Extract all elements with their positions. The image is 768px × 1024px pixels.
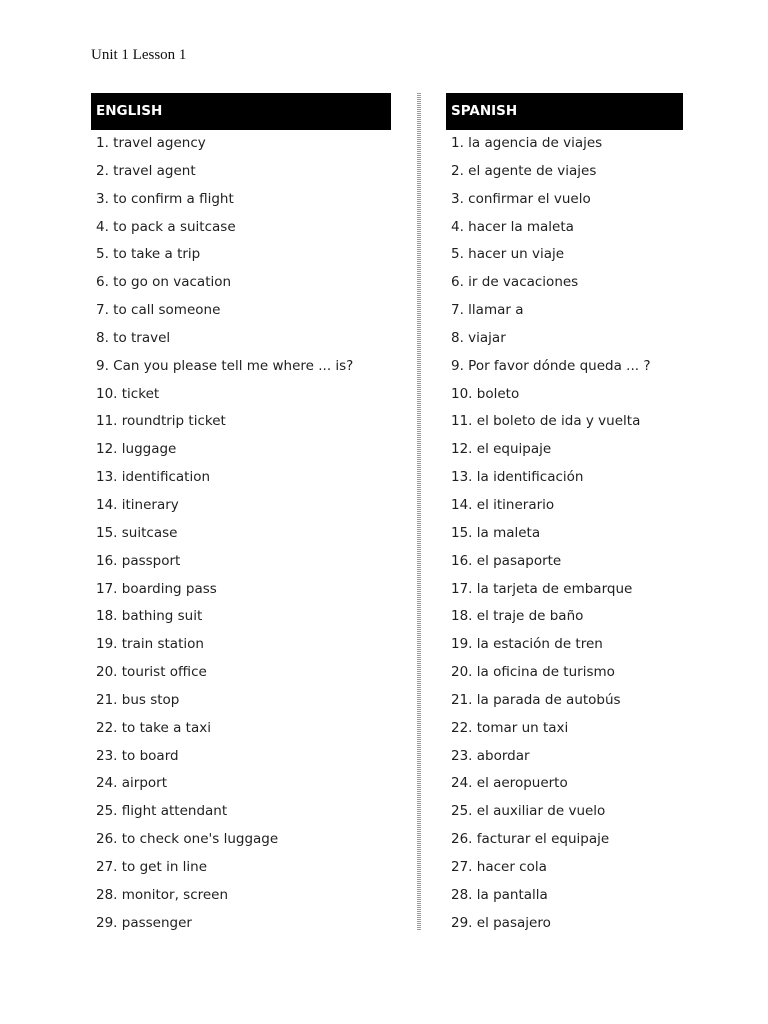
spanish-vocab-item: 23. abordar xyxy=(451,747,530,764)
spanish-column xyxy=(446,93,683,937)
english-vocab-item: 1. travel agency xyxy=(96,135,206,151)
spanish-vocab-item: 14. el itinerario xyxy=(451,496,555,513)
spanish-vocab-item: 21. la parada de autobús xyxy=(451,691,621,708)
spanish-vocab-item: 26. facturar el equipaje xyxy=(451,831,610,848)
spanish-vocab-item: 2. el agente de viajes xyxy=(451,162,597,179)
english-column xyxy=(91,93,391,937)
spanish-vocab-item: 8. viajar xyxy=(451,329,506,346)
spanish-vocab-item: 18. el traje de baño xyxy=(451,608,584,625)
spanish-vocab-item: 4. hacer la maleta xyxy=(451,218,574,235)
english-vocab-item: 8. to travel xyxy=(96,329,171,346)
spanish-vocab-item: 16. el pasaporte xyxy=(451,552,562,569)
english-vocab-item: 25. flight attendant xyxy=(96,803,228,820)
spanish-vocab-item: 7. llamar a xyxy=(451,302,524,319)
spanish-vocab-item: 5. hacer un viaje xyxy=(451,246,565,263)
english-vocab-item: 22. to take a taxi xyxy=(96,719,211,736)
spanish-vocab-item: 25. el auxiliar de vuelo xyxy=(451,803,606,820)
page-header: Unit 1 Lesson 1 xyxy=(91,47,187,63)
english-vocab-item: 10. ticket xyxy=(96,385,160,402)
english-vocab-item: 11. roundtrip ticket xyxy=(96,413,226,430)
english-vocab-item: 17. boarding pass xyxy=(96,580,217,597)
spanish-vocab-item: 3. confirmar el vuelo xyxy=(451,190,591,207)
english-vocab-item: 2. travel agent xyxy=(96,162,196,179)
english-vocab-item: 29. passenger xyxy=(96,914,192,931)
english-vocab-item: 3. to confirm a flight xyxy=(96,190,234,207)
english-vocab-item: 23. to board xyxy=(96,747,179,764)
spanish-vocab-item: 17. la tarjeta de embarque xyxy=(451,580,633,597)
spanish-vocab-item: 9. Por favor dónde queda ... ? xyxy=(451,357,651,374)
english-vocab-item: 14. itinerary xyxy=(96,496,179,513)
english-vocab-item: 4. to pack a suitcase xyxy=(96,218,236,235)
spanish-vocab-item: 15. la maleta xyxy=(451,524,541,541)
spanish-vocab-item: 29. el pasajero xyxy=(451,914,551,931)
column-divider xyxy=(417,93,421,931)
spanish-heading: SPANISH xyxy=(446,93,683,130)
spanish-vocab-item: 20. la oficina de turismo xyxy=(451,664,615,681)
english-vocab-item: 7. to call someone xyxy=(96,302,221,319)
english-heading: ENGLISH xyxy=(91,93,391,130)
english-vocab-item: 28. monitor, screen xyxy=(96,886,229,903)
spanish-vocab-item: 10. boleto xyxy=(451,385,520,402)
english-vocab-item: 13. identification xyxy=(96,469,211,486)
spanish-vocab-item: 13. la identificación xyxy=(451,469,584,486)
english-vocab-item: 9. Can you please tell me where ... is? xyxy=(96,357,354,374)
english-vocab-item: 12. luggage xyxy=(96,441,177,458)
spanish-vocab-item: 19. la estación de tren xyxy=(451,636,603,653)
english-vocab-item: 24. airport xyxy=(96,775,168,792)
spanish-vocab-item: 12. el equipaje xyxy=(451,441,552,458)
spanish-vocab-item: 6. ir de vacaciones xyxy=(451,274,579,291)
english-vocab-item: 21. bus stop xyxy=(96,691,180,708)
english-vocabulary-list xyxy=(91,130,391,937)
english-vocab-item: 16. passport xyxy=(96,552,181,569)
spanish-vocab-item: 1. la agencia de viajes xyxy=(451,135,603,151)
english-vocab-item: 6. to go on vacation xyxy=(96,274,232,291)
english-vocab-item: 18. bathing suit xyxy=(96,608,203,625)
spanish-vocab-item: 22. tomar un taxi xyxy=(451,719,569,736)
english-vocab-item: 15. suitcase xyxy=(96,524,178,541)
spanish-vocab-item: 28. la pantalla xyxy=(451,886,548,903)
english-vocab-item: 26. to check one's luggage xyxy=(96,831,279,848)
english-vocab-item: 19. train station xyxy=(96,636,204,653)
spanish-vocab-item: 27. hacer cola xyxy=(451,858,547,875)
english-vocab-item: 5. to take a trip xyxy=(96,246,201,263)
english-vocab-item: 20. tourist office xyxy=(96,664,207,681)
spanish-vocab-item: 24. el aeropuerto xyxy=(451,775,568,792)
english-vocab-item: 27. to get in line xyxy=(96,858,208,875)
spanish-vocab-item: 11. el boleto de ida y vuelta xyxy=(451,413,641,430)
spanish-vocabulary-list xyxy=(446,130,683,937)
